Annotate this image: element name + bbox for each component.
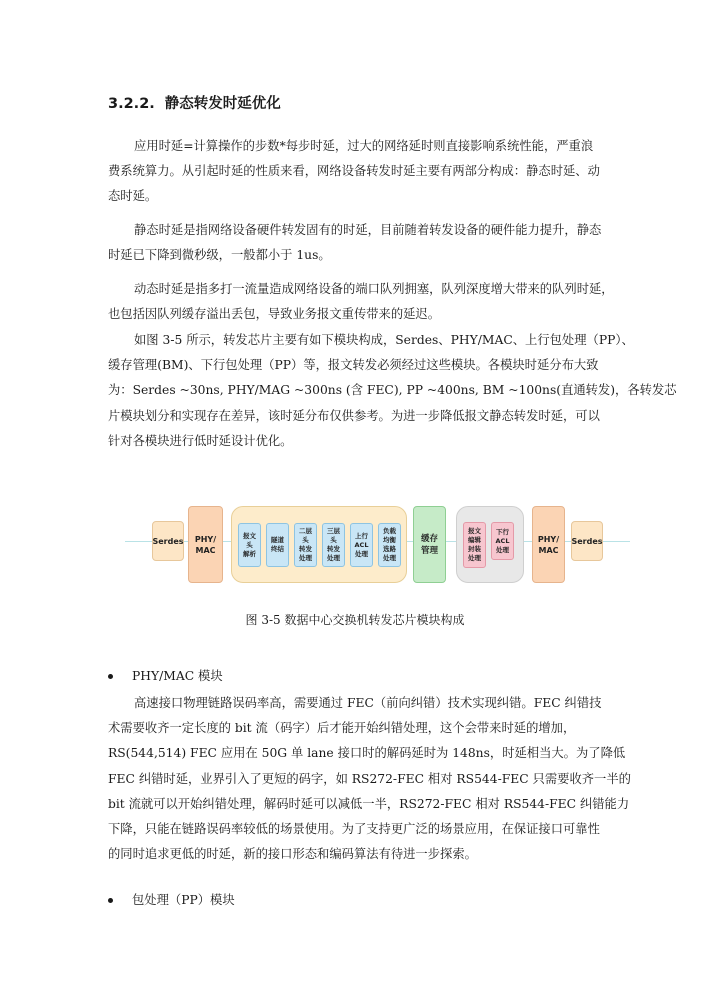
block-label: 均衡 bbox=[383, 536, 396, 544]
block-label: 处理 bbox=[468, 554, 481, 562]
bullet-label: PHY/MAC 模块 bbox=[132, 669, 223, 683]
block-label: 缓存 bbox=[420, 533, 438, 544]
block-label: 处理 bbox=[299, 554, 312, 562]
block-label: 二层头 bbox=[299, 527, 312, 544]
l2-forwarding-block bbox=[294, 523, 317, 567]
block-label: 选路 bbox=[383, 545, 396, 553]
phymac-right-block bbox=[532, 506, 565, 583]
block-label: 终结 bbox=[271, 545, 284, 553]
bullet-icon bbox=[108, 898, 113, 903]
text-line: 的同时追求更低的时延，新的接口形态和编码算法有待进一步探索。 bbox=[108, 847, 477, 862]
paragraph-dynamic-latency bbox=[108, 277, 614, 327]
block-label: PHY/ bbox=[194, 534, 217, 544]
bullet-label: 包处理（PP）模块 bbox=[132, 893, 235, 907]
block-label: 报文头 bbox=[243, 531, 256, 549]
phymac-left-block bbox=[188, 506, 223, 583]
section-heading bbox=[108, 92, 281, 113]
tunnel-termination-block bbox=[266, 523, 289, 567]
text-line: 动态时延是指多打一流量造成网络设备的端口队列拥塞，队列深度增大带来的队列时延， bbox=[134, 282, 614, 296]
text-line: FEC 纠错时延，业界引入了更短的码字，如 RS272-FEC 相对 RS544-FEC 只需要收齐一半的 bbox=[108, 771, 631, 786]
block-label: 负载 bbox=[383, 527, 396, 535]
block-label: 封装 bbox=[468, 545, 481, 553]
block-label: MAC bbox=[538, 545, 559, 555]
block-label: PHY/ bbox=[537, 534, 560, 544]
text-line: 也包括因队列缓存溢出丢包，导致业务报文重传带来的延迟。 bbox=[108, 307, 441, 322]
figure-caption: 图 3-5 数据中心交换机转发芯片模块构成 bbox=[245, 613, 465, 627]
text-line: 时延已下降到微秒级，一般都小于 1us。 bbox=[108, 248, 331, 263]
block-label: 编辑 bbox=[468, 536, 481, 544]
text-line: 应用时延=计算操作的步数*每步时延，过大的网络延时则直接影响系统性能，严重浪 bbox=[134, 139, 594, 153]
block-label: ACL bbox=[495, 536, 510, 545]
text-line: 费系统算力。从引起时延的性质来看，网络设备转发时延主要有两部分构成：静态时延、动 bbox=[108, 164, 600, 179]
text-line: 为：Serdes ~30ns, PHY/MAG ~300ns (含 FEC), PP ~400ns, BM ~100ns(直通转发)，各转发芯 bbox=[108, 383, 677, 398]
text-line: 片模块划分和实现存在差异，该时延分布仅供参考。为进一步降低报文静态转发时延，可以 bbox=[108, 408, 600, 423]
block-label: 转发 bbox=[299, 545, 312, 553]
text-line: 缓存管理(BM)、下行包处理（PP）等，报文转发必须经过这些模块。各模块时延分布大致 bbox=[108, 358, 599, 373]
text-line: 高速接口物理链路误码率高，需要通过 FEC（前向纠错）技术实现纠错。FEC 纠错技 bbox=[134, 696, 602, 710]
paragraph-static-latency bbox=[108, 218, 604, 268]
block-label: 隧道 bbox=[271, 536, 284, 544]
text-line: 针对各模块进行低时延设计优化。 bbox=[108, 433, 293, 448]
block-label: 报文 bbox=[468, 527, 481, 535]
header-parse-block bbox=[238, 523, 261, 567]
block-label: MAC bbox=[195, 545, 216, 555]
text-line: 态时延。 bbox=[108, 189, 158, 204]
text-line: RS(544,514) FEC 应用在 50G 单 lane 接口时的解码延时为 148ns，时延相当大。为了降低 bbox=[108, 746, 626, 761]
load-balance-block bbox=[378, 523, 401, 567]
block-label: Serdes bbox=[152, 536, 184, 546]
block-label: Serdes bbox=[571, 536, 603, 546]
block-label: 管理 bbox=[420, 545, 438, 556]
text-line: 下降，只能在链路误码率较低的场景使用。为了支持更广泛的场景应用，在保证接口可靠性 bbox=[108, 822, 600, 837]
section-title: 静态转发时延优化 bbox=[164, 96, 281, 112]
block-label: 转发 bbox=[327, 545, 340, 553]
downstream-acl-block bbox=[491, 522, 514, 560]
bullet-icon bbox=[108, 674, 113, 679]
packet-edit-block bbox=[463, 522, 486, 568]
paragraph-app-latency bbox=[108, 134, 604, 210]
buffer-management-block bbox=[413, 506, 446, 583]
block-label: 上行 bbox=[355, 531, 368, 540]
serdes-right-block bbox=[571, 521, 603, 561]
block-label: 处理 bbox=[383, 554, 396, 562]
block-label: 三层头 bbox=[327, 527, 340, 544]
l3-forwarding-block bbox=[322, 523, 345, 567]
paragraph-module-overview bbox=[108, 328, 677, 454]
paragraph-phymac bbox=[108, 691, 631, 867]
upstream-acl-block bbox=[350, 523, 373, 567]
block-label: 解析 bbox=[243, 549, 256, 558]
block-label: 处理 bbox=[327, 554, 340, 562]
forwarding-chip-diagram bbox=[125, 494, 630, 594]
section-number: 3.2.2. bbox=[108, 96, 155, 112]
text-line: 如图 3-5 所示，转发芯片主要有如下模块构成，Serdes、PHY/MAC、上行包处理（PP）、 bbox=[134, 333, 634, 347]
block-label: 处理 bbox=[355, 549, 368, 558]
block-label: 处理 bbox=[496, 545, 509, 554]
text-line: 术需要收齐一定长度的 bit 流（码字）后才能开始纠错处理，这个会带来时延的增加， bbox=[108, 721, 576, 736]
text-line: bit 流就可以开始纠错处理，解码时延可以减低一半，RS272-FEC 相对 RS544-FEC 纠错能力 bbox=[108, 796, 630, 811]
block-label: 下行 bbox=[496, 527, 509, 536]
block-label: ACL bbox=[354, 540, 369, 549]
text-line: 静态时延是指网络设备硬件转发固有的时延，目前随着转发设备的硬件能力提升，静态 bbox=[134, 223, 602, 237]
serdes-left-block bbox=[152, 521, 184, 561]
